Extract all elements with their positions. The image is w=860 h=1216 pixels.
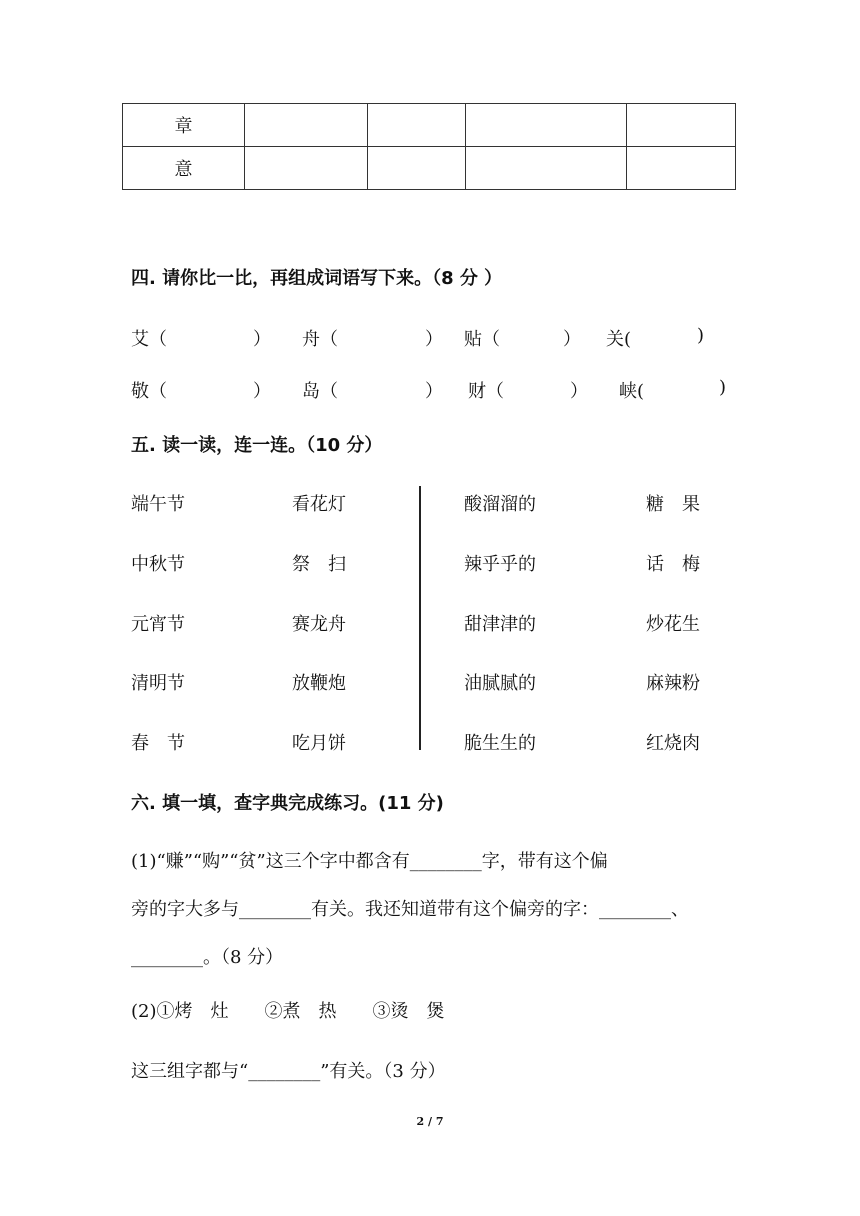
match-item: 祭 扫 (292, 554, 346, 575)
match-item: 油腻腻的 (464, 673, 536, 694)
table-cell (627, 147, 736, 190)
question-1-line-3: ________。（8 分） (131, 947, 284, 968)
match-item: 话 梅 (646, 554, 700, 575)
divider-line (419, 486, 421, 750)
section-6-title: 六. 填一填，查字典完成练习。(11 分) (131, 793, 444, 814)
word-prompt-close: ） (563, 329, 581, 350)
table-cell (466, 147, 627, 190)
match-item: 糖 果 (646, 494, 700, 515)
question-2-line-1: (2)①烤 灶 ②煮 热 ③烫 煲 (131, 1001, 445, 1022)
word-prompt: 舟（ (302, 329, 338, 350)
section-5-title: 五. 读一读，连一连。（10 分） (131, 435, 383, 456)
table-row-label: 章 (123, 104, 245, 147)
match-item: 炒花生 (646, 614, 700, 635)
match-item: 甜津津的 (464, 614, 536, 635)
question-1-line-2: 旁的字大多与________有关。我还知道带有这个偏旁的字：________、 (131, 899, 689, 920)
match-item: 红烧肉 (646, 733, 700, 754)
question-2-line-2: 这三组字都与“________”有关。（3 分） (131, 1061, 446, 1082)
word-prompt: 岛（ (302, 381, 338, 402)
word-prompt-close: ） (425, 381, 443, 402)
match-item: 端午节 (131, 494, 185, 515)
word-prompt-close: ） (425, 329, 443, 350)
word-prompt: 峡( (619, 381, 645, 402)
table-row-label: 意 (123, 147, 245, 190)
table-cell (466, 104, 627, 147)
match-item: 麻辣粉 (646, 673, 700, 694)
table-cell (245, 104, 368, 147)
word-prompt-close: ） (253, 381, 271, 402)
match-item: 赛龙舟 (292, 614, 346, 635)
word-prompt: 敬（ (131, 381, 167, 402)
table-cell (245, 147, 368, 190)
word-prompt-close: ) (697, 325, 705, 346)
word-prompt: 关( (606, 329, 632, 350)
word-prompt: 贴（ (464, 329, 500, 350)
table-cell (368, 104, 466, 147)
match-item: 元宵节 (131, 614, 185, 635)
match-item: 中秋节 (131, 554, 185, 575)
word-prompt-close: ) (719, 377, 727, 398)
match-item: 放鞭炮 (292, 673, 346, 694)
match-item: 春 节 (131, 733, 185, 754)
table-row (123, 147, 736, 190)
word-prompt-close: ） (570, 381, 588, 402)
table-row (123, 104, 736, 147)
match-item: 辣乎乎的 (464, 554, 536, 575)
section-4-title: 四. 请你比一比，再组成词语写下来。（8 分 ） (131, 268, 503, 289)
match-item: 吃月饼 (292, 733, 346, 754)
word-prompt-close: ） (253, 329, 271, 350)
word-prompt: 财（ (468, 381, 504, 402)
page-number: 2 / 7 (416, 1115, 444, 1128)
match-item: 脆生生的 (464, 733, 536, 754)
table-cell (368, 147, 466, 190)
question-1-line-1: (1)“赚”“购”“贫”这三个字中都含有________字，带有这个偏 (131, 851, 608, 872)
character-table (122, 103, 736, 190)
word-prompt: 艾（ (131, 329, 167, 350)
table-cell (627, 104, 736, 147)
match-item: 清明节 (131, 673, 185, 694)
match-item: 看花灯 (292, 494, 346, 515)
match-item: 酸溜溜的 (464, 494, 536, 515)
